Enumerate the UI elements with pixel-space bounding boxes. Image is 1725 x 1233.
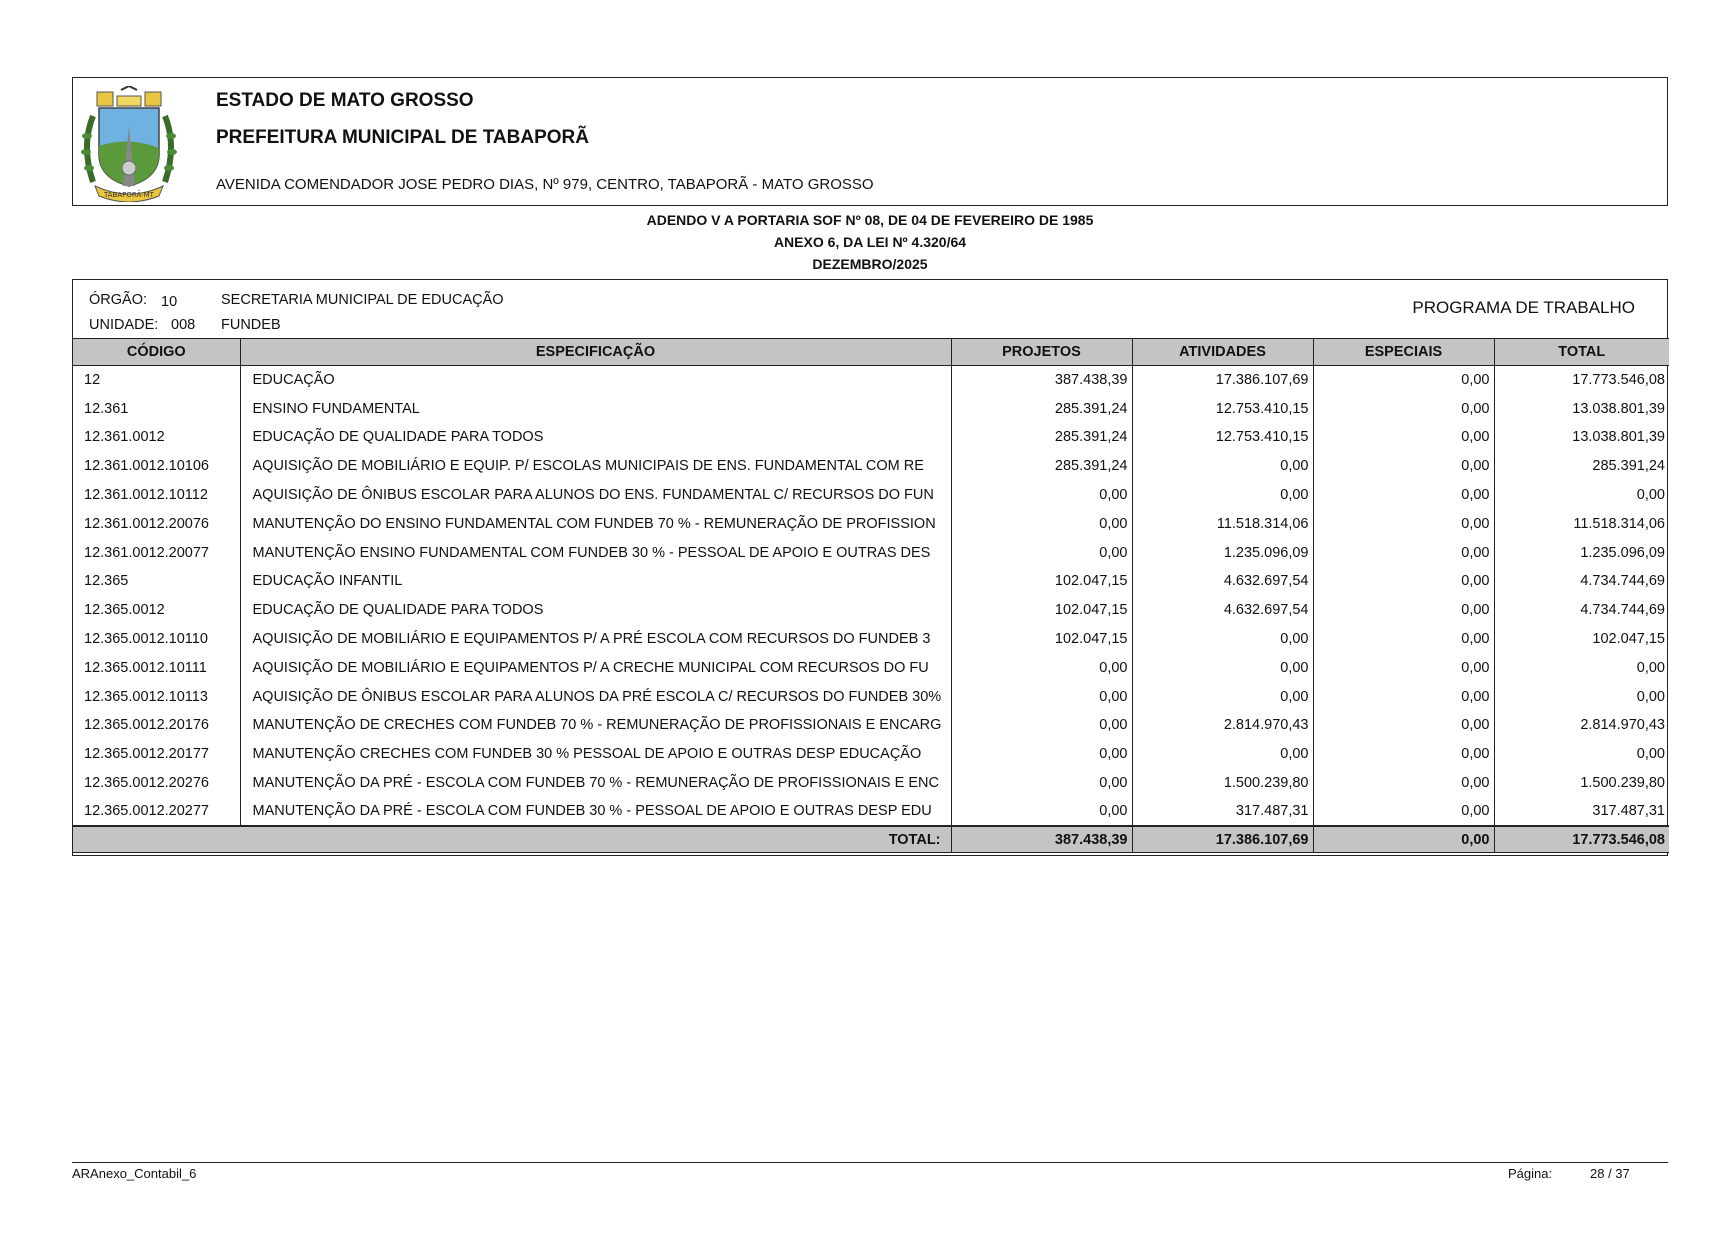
row-code: 12.365.0012.20177 <box>84 746 209 763</box>
row-projects: 0,00 <box>951 711 1132 740</box>
table-row <box>73 567 1669 596</box>
crest-ribbon-text: TABAPORÃ-MT <box>104 191 154 199</box>
column-header-total: TOTAL <box>1494 339 1669 366</box>
row-activities: 17.386.107,69 <box>1132 366 1313 395</box>
total-total: 17.773.546,08 <box>1494 826 1669 852</box>
row-total: 2.814.970,43 <box>1494 711 1669 740</box>
row-total: 317.487,31 <box>1494 797 1669 826</box>
row-activities: 1.500.239,80 <box>1132 769 1313 798</box>
row-special: 0,00 <box>1313 394 1494 423</box>
state-name: ESTADO DE MATO GROSSO <box>216 90 474 111</box>
total-activities: 17.386.107,69 <box>1132 826 1313 852</box>
report-period: DEZEMBRO/2025 <box>812 256 928 272</box>
row-total: 11.518.314,06 <box>1494 509 1669 538</box>
row-code: 12.361.0012.20076 <box>84 515 209 532</box>
row-code: 12.361.0012.20077 <box>84 544 209 561</box>
table-row <box>73 423 1669 452</box>
row-activities: 2.814.970,43 <box>1132 711 1313 740</box>
row-special: 0,00 <box>1313 711 1494 740</box>
row-total: 0,00 <box>1494 740 1669 769</box>
row-special: 0,00 <box>1313 769 1494 798</box>
row-projects: 0,00 <box>951 682 1132 711</box>
row-total: 0,00 <box>1494 481 1669 510</box>
row-projects: 102.047,15 <box>951 625 1132 654</box>
row-spec: AQUISIÇÃO DE ÔNIBUS ESCOLAR PARA ALUNOS DA PRÉ ESCOLA C/ RECURSOS DO FUNDEB 30% <box>240 682 951 711</box>
row-activities: 0,00 <box>1132 625 1313 654</box>
row-code: 12.365 <box>84 573 129 590</box>
row-projects: 285.391,24 <box>951 452 1132 481</box>
table-row <box>73 625 1669 654</box>
row-activities: 0,00 <box>1132 653 1313 682</box>
row-spec: MANUTENÇÃO CRECHES COM FUNDEB 30 % PESSOAL DE APOIO E OUTRAS DESP EDUCAÇÃO <box>240 740 951 769</box>
municipal-crest-icon <box>79 86 179 202</box>
row-spec: AQUISIÇÃO DE ÔNIBUS ESCOLAR PARA ALUNOS DO ENS. FUNDAMENTAL C/ RECURSOS DO FUN <box>240 481 951 510</box>
row-code: 12 <box>84 372 101 389</box>
row-spec: MANUTENÇÃO DE CRECHES COM FUNDEB 70 % - REMUNERAÇÃO DE PROFISSIONAIS E ENCARG <box>240 711 951 740</box>
row-spec: MANUTENÇÃO DO ENSINO FUNDAMENTAL COM FUNDEB 70 % - REMUNERAÇÃO DE PROFISSION <box>240 509 951 538</box>
row-total: 17.773.546,08 <box>1494 366 1669 395</box>
row-total: 4.734.744,69 <box>1494 567 1669 596</box>
row-code: 12.365.0012.10110 <box>84 631 208 648</box>
row-projects: 0,00 <box>951 653 1132 682</box>
org-label: ÓRGÃO: <box>89 292 148 308</box>
table-row <box>73 769 1669 798</box>
row-spec: AQUISIÇÃO DE MOBILIÁRIO E EQUIPAMENTOS P/ A PRÉ ESCOLA COM RECURSOS DO FUNDEB 3 <box>240 625 951 654</box>
total-special: 0,00 <box>1313 826 1494 852</box>
table-body <box>73 366 1669 827</box>
row-spec: AQUISIÇÃO DE MOBILIÁRIO E EQUIP. P/ ESCOLAS MUNICIPAIS DE ENS. FUNDAMENTAL COM RE <box>240 452 951 481</box>
table-row <box>73 711 1669 740</box>
row-projects: 102.047,15 <box>951 567 1132 596</box>
row-spec: ENSINO FUNDAMENTAL <box>240 394 951 423</box>
row-special: 0,00 <box>1313 481 1494 510</box>
row-special: 0,00 <box>1313 452 1494 481</box>
row-special: 0,00 <box>1313 509 1494 538</box>
row-activities: 0,00 <box>1132 740 1313 769</box>
row-special: 0,00 <box>1313 423 1494 452</box>
row-total: 13.038.801,39 <box>1494 423 1669 452</box>
column-header-spec: ESPECIFICAÇÃO <box>240 339 951 366</box>
row-projects: 387.438,39 <box>951 366 1132 395</box>
row-code: 12.361.0012.10112 <box>84 487 208 504</box>
row-projects: 0,00 <box>951 509 1132 538</box>
unit-code: 008 <box>171 317 196 333</box>
row-spec: MANUTENÇÃO ENSINO FUNDAMENTAL COM FUNDEB 30 % - PESSOAL DE APOIO E OUTRAS DES <box>240 538 951 567</box>
row-code: 12.361 <box>84 400 129 417</box>
row-code: 12.365.0012.20276 <box>84 775 209 792</box>
column-header-code: CÓDIGO <box>73 339 240 366</box>
row-total: 13.038.801,39 <box>1494 394 1669 423</box>
row-projects: 0,00 <box>951 538 1132 567</box>
table-row <box>73 452 1669 481</box>
row-activities: 0,00 <box>1132 682 1313 711</box>
row-code: 12.361.0012 <box>84 429 165 446</box>
row-activities: 0,00 <box>1132 452 1313 481</box>
row-special: 0,00 <box>1313 797 1494 826</box>
column-header-activities: ATIVIDADES <box>1132 339 1313 366</box>
row-special: 0,00 <box>1313 740 1494 769</box>
page-number: 28 / 37 <box>1590 1166 1630 1181</box>
table-row <box>73 538 1669 567</box>
row-total: 1.235.096,09 <box>1494 538 1669 567</box>
row-total: 4.734.744,69 <box>1494 596 1669 625</box>
unit-label: UNIDADE: <box>89 317 159 333</box>
row-projects: 0,00 <box>951 740 1132 769</box>
report-name: ARAnexo_Contabil_6 <box>72 1166 197 1181</box>
table-row <box>73 481 1669 510</box>
row-spec: EDUCAÇÃO DE QUALIDADE PARA TODOS <box>240 423 951 452</box>
report-header <box>72 77 1668 206</box>
footer-divider <box>72 1162 1668 1163</box>
row-special: 0,00 <box>1313 366 1494 395</box>
row-projects: 0,00 <box>951 481 1132 510</box>
org-code: 10 <box>161 294 178 310</box>
row-total: 102.047,15 <box>1494 625 1669 654</box>
table-row <box>73 797 1669 826</box>
row-activities: 12.753.410,15 <box>1132 423 1313 452</box>
row-total: 0,00 <box>1494 682 1669 711</box>
table-row <box>73 653 1669 682</box>
row-total: 285.391,24 <box>1494 452 1669 481</box>
row-projects: 0,00 <box>951 797 1132 826</box>
row-projects: 285.391,24 <box>951 394 1132 423</box>
total-projects: 387.438,39 <box>951 826 1132 852</box>
row-spec: MANUTENÇÃO DA PRÉ - ESCOLA COM FUNDEB 30 % - PESSOAL DE APOIO E OUTRAS DESP EDU <box>240 797 951 826</box>
address: AVENIDA COMENDADOR JOSE PEDRO DIAS, Nº 979, CENTRO, TABAPORÃ - MATO GROSSO <box>216 176 874 193</box>
row-activities: 11.518.314,06 <box>1132 509 1313 538</box>
row-projects: 0,00 <box>951 769 1132 798</box>
work-program-table <box>73 338 1669 853</box>
work-program-table-box <box>72 279 1668 856</box>
table-row <box>73 596 1669 625</box>
row-projects: 102.047,15 <box>951 596 1132 625</box>
table-header-row <box>73 339 1669 366</box>
table-row <box>73 682 1669 711</box>
row-activities: 1.235.096,09 <box>1132 538 1313 567</box>
row-code: 12.365.0012 <box>84 602 165 619</box>
row-spec: EDUCAÇÃO INFANTIL <box>240 567 951 596</box>
row-activities: 4.632.697,54 <box>1132 567 1313 596</box>
row-total: 0,00 <box>1494 653 1669 682</box>
row-activities: 0,00 <box>1132 481 1313 510</box>
row-special: 0,00 <box>1313 596 1494 625</box>
table-row <box>73 394 1669 423</box>
row-code: 12.365.0012.20176 <box>84 717 209 734</box>
column-header-special: ESPECIAIS <box>1313 339 1494 366</box>
report-subtitle-2: ANEXO 6, DA LEI Nº 4.320/64 <box>773 234 967 250</box>
row-spec: EDUCAÇÃO DE QUALIDADE PARA TODOS <box>240 596 951 625</box>
row-special: 0,00 <box>1313 682 1494 711</box>
page-label: Página: <box>1508 1166 1553 1181</box>
row-total: 1.500.239,80 <box>1494 769 1669 798</box>
row-activities: 317.487,31 <box>1132 797 1313 826</box>
org-name: SECRETARIA MUNICIPAL DE EDUCAÇÃO <box>221 292 504 308</box>
row-code: 12.361.0012.10106 <box>84 458 209 475</box>
program-title: PROGRAMA DE TRABALHO <box>1412 298 1635 317</box>
row-code: 12.365.0012.10113 <box>84 688 208 705</box>
table-row <box>73 509 1669 538</box>
table-row <box>73 740 1669 769</box>
total-row <box>73 826 1669 852</box>
total-label: TOTAL: <box>73 826 951 852</box>
column-header-projects: PROJETOS <box>951 339 1132 366</box>
row-special: 0,00 <box>1313 653 1494 682</box>
row-projects: 285.391,24 <box>951 423 1132 452</box>
row-code: 12.365.0012.20277 <box>84 803 209 820</box>
row-special: 0,00 <box>1313 567 1494 596</box>
row-spec: MANUTENÇÃO DA PRÉ - ESCOLA COM FUNDEB 70 % - REMUNERAÇÃO DE PROFISSIONAIS E ENC <box>240 769 951 798</box>
unit-name: FUNDEB <box>221 317 281 333</box>
row-special: 0,00 <box>1313 625 1494 654</box>
row-special: 0,00 <box>1313 538 1494 567</box>
row-activities: 12.753.410,15 <box>1132 394 1313 423</box>
row-code: 12.365.0012.10111 <box>84 659 207 676</box>
city-hall-name: PREFEITURA MUNICIPAL DE TABAPORÃ <box>216 127 589 148</box>
row-spec: AQUISIÇÃO DE MOBILIÁRIO E EQUIPAMENTOS P/ A CRECHE MUNICIPAL COM RECURSOS DO FU <box>240 653 951 682</box>
row-spec: EDUCAÇÃO <box>240 366 951 395</box>
report-subtitle-1: ADENDO V A PORTARIA SOF Nº 08, DE 04 DE FEVEREIRO DE 1985 <box>646 212 1094 228</box>
table-row <box>73 366 1669 395</box>
row-activities: 4.632.697,54 <box>1132 596 1313 625</box>
